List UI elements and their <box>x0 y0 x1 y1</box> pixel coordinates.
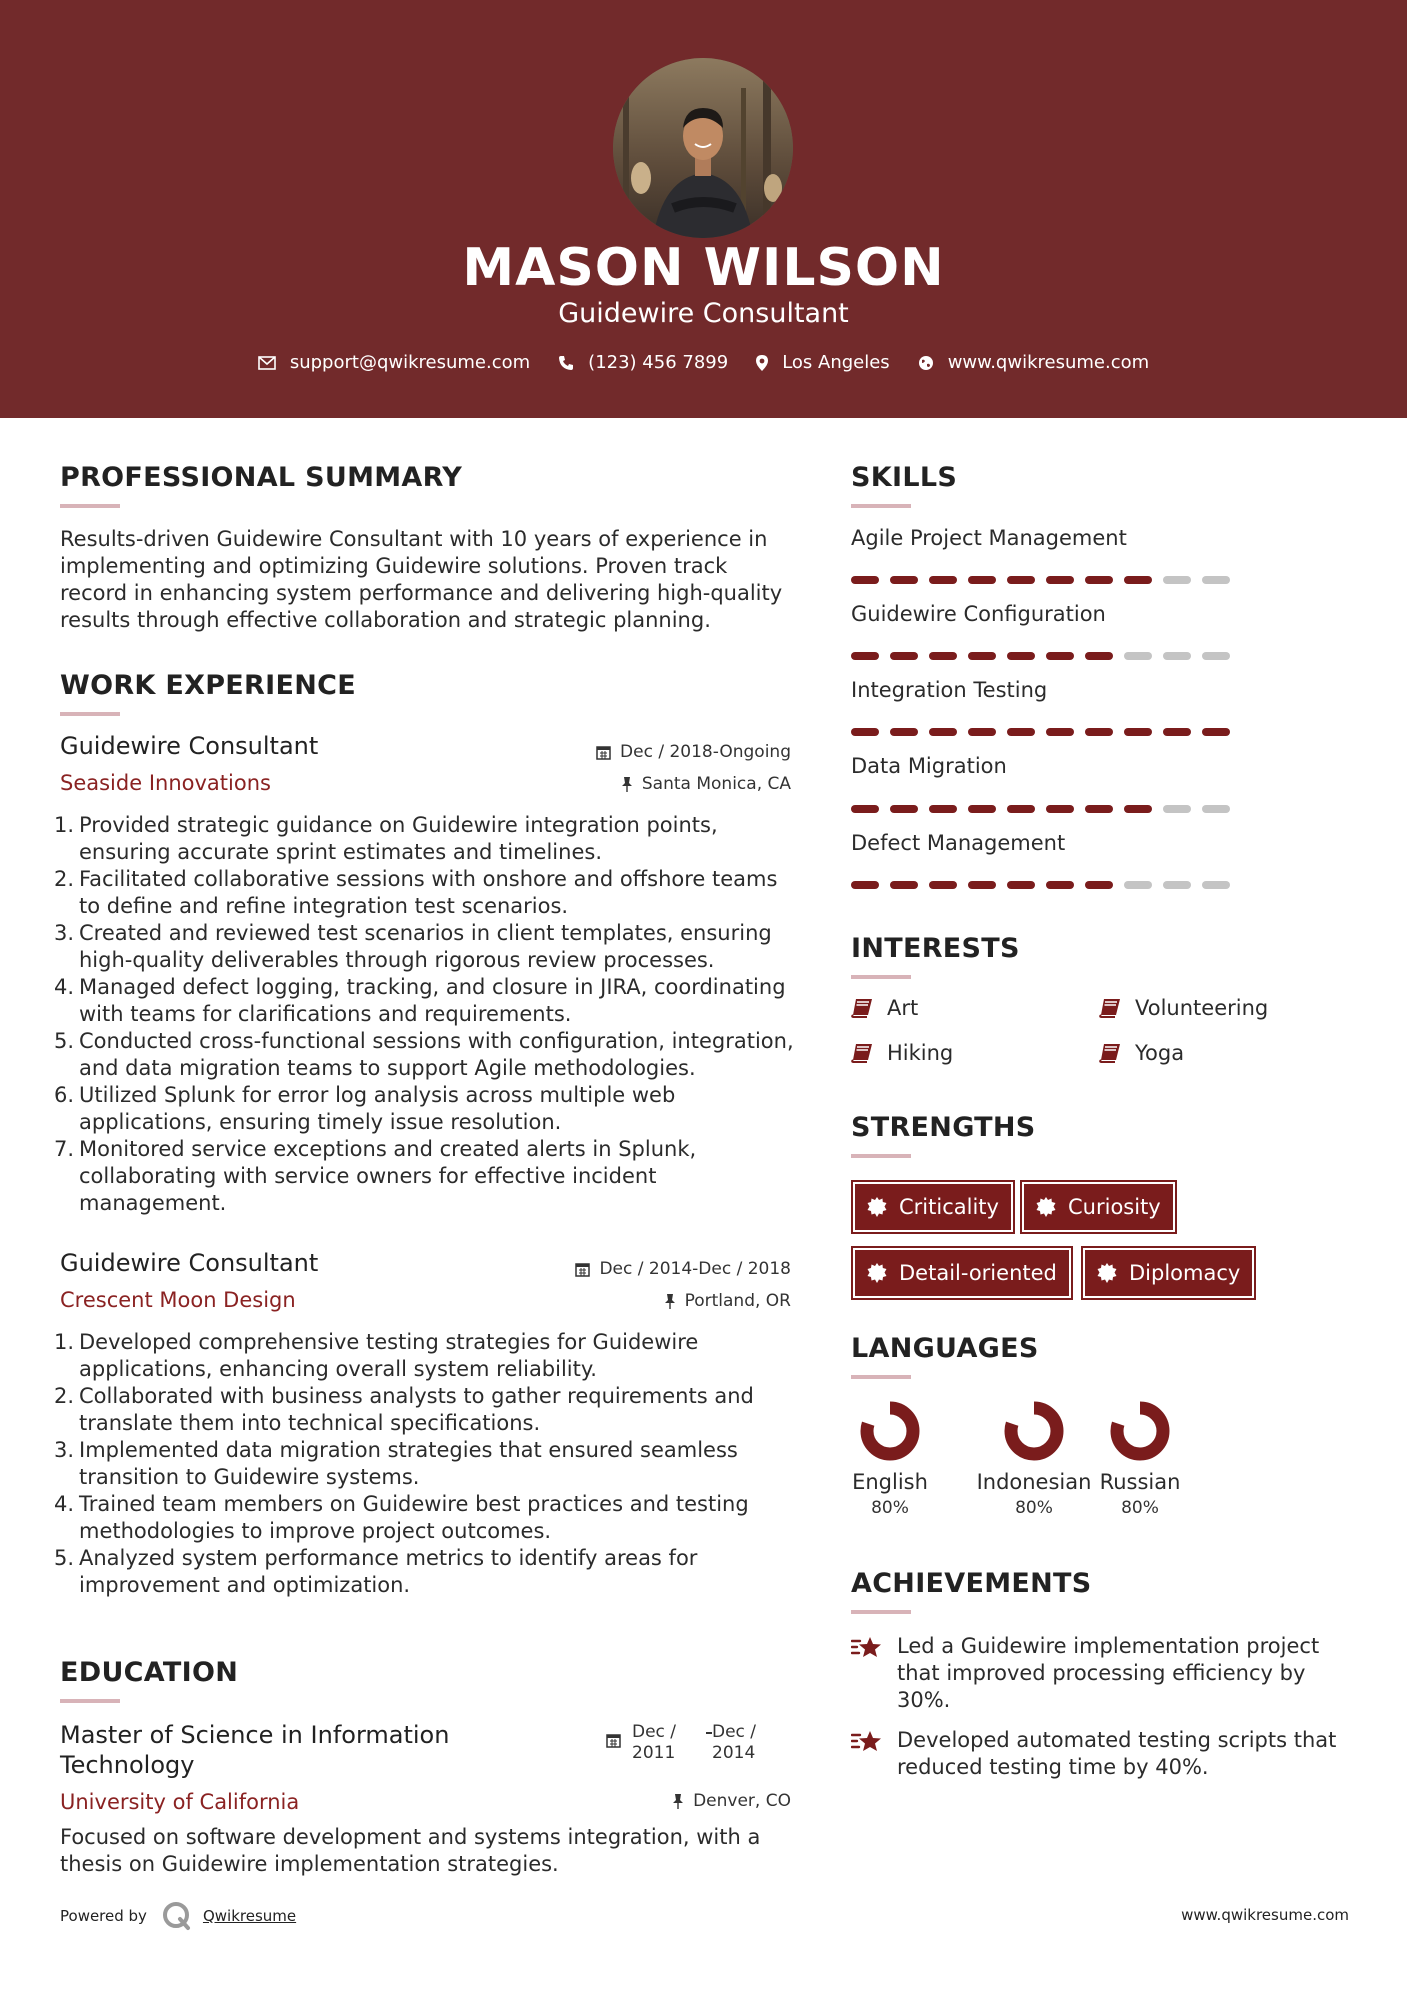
job-title: Guidewire Consultant <box>60 1249 319 1277</box>
skill-dot-filled <box>1163 728 1191 736</box>
skill-dot-filled <box>929 576 957 584</box>
skill-dot-filled <box>929 881 957 889</box>
skill-dot-empty <box>1124 652 1152 660</box>
skill-dot-filled <box>968 805 996 813</box>
language-ring <box>1109 1400 1171 1462</box>
globe-icon <box>918 355 934 371</box>
skill-dot-filled <box>968 652 996 660</box>
skill-dot-filled <box>1085 652 1113 660</box>
list-item: 1. Developed comprehensive testing strategies for Guidewire applications, enhancing overall system reliability. <box>54 1330 699 1381</box>
calendar-icon <box>575 1262 590 1277</box>
skill-dot-empty <box>1163 805 1191 813</box>
skill-dot-filled <box>890 576 918 584</box>
skill-dot-filled <box>1085 728 1113 736</box>
badge-icon <box>1097 1263 1117 1283</box>
heading-underline <box>851 1154 911 1158</box>
skill-dot-filled <box>929 728 957 736</box>
skill-name: Defect Management <box>851 831 1066 855</box>
education-heading: EDUCATION <box>60 1657 239 1688</box>
skill-dot-filled <box>1046 576 1074 584</box>
book-icon <box>851 1043 873 1063</box>
degree-title: Master of Science in Information Technology <box>60 1721 450 1779</box>
language-ring-arc <box>867 1408 913 1454</box>
skill-dot-filled <box>1085 576 1113 584</box>
heading-underline <box>60 504 120 508</box>
list-item: 5. Conducted cross-functional sessions with configuration, integration, and data migration teams to support Agile methodologies. <box>54 1029 794 1080</box>
language-ring <box>1003 1400 1065 1462</box>
heading-underline <box>60 1699 120 1703</box>
list-item: 2. Collaborated with business analysts to gather requirements and translate them into technical specifications. <box>54 1384 754 1435</box>
strength-tag: Curiosity <box>1022 1182 1175 1232</box>
skill-dot-filled <box>968 728 996 736</box>
skill-rating <box>851 805 1241 813</box>
interest-item: Art <box>851 996 918 1020</box>
skill-dot-filled <box>1007 881 1035 889</box>
pushpin-icon <box>664 1294 676 1309</box>
profile-photo <box>613 58 793 238</box>
language-ring <box>859 1400 921 1462</box>
job-location: Portland, OR <box>520 1291 791 1311</box>
book-icon <box>1099 1043 1121 1063</box>
list-item: 6. Utilized Splunk for error log analysis across multiple web applications, ensuring timely issue resolution. <box>54 1083 676 1134</box>
list-item: 3. Implemented data migration strategies that ensured seamless transition to Guidewire systems. <box>54 1438 738 1489</box>
skill-dot-filled <box>1124 576 1152 584</box>
pushpin-icon <box>672 1794 684 1809</box>
book-icon <box>1099 998 1121 1018</box>
heading-underline <box>851 1375 911 1379</box>
skill-dot-empty <box>1163 652 1191 660</box>
heading-underline <box>851 1610 911 1614</box>
qwikresume-link[interactable]: Qwikresume <box>202 1907 297 1925</box>
contact-website[interactable]: www.qwikresume.com <box>918 352 1149 373</box>
skill-dot-empty <box>1202 881 1230 889</box>
interest-item: Yoga <box>1099 1041 1184 1065</box>
skill-dot-empty <box>1163 576 1191 584</box>
skill-dot-filled <box>968 576 996 584</box>
calendar-icon <box>596 745 611 760</box>
edu-start-date: Dec / 2011 <box>632 1722 677 1763</box>
achievements-heading: ACHIEVEMENTS <box>851 1568 1092 1599</box>
list-item: 5. Analyzed system performance metrics to identify areas for improvement and optimization. <box>54 1546 698 1597</box>
footer-website[interactable]: www.qwikresume.com <box>1181 1906 1349 1924</box>
header-banner <box>0 0 1407 418</box>
skill-name: Integration Testing <box>851 678 1048 702</box>
skill-dot-filled <box>1007 805 1035 813</box>
school-name: University of California <box>60 1790 300 1814</box>
list-item: 4. Trained team members on Guidewire best practices and testing methodologies to improve project outcomes. <box>54 1492 749 1543</box>
skill-dot-empty <box>1202 652 1230 660</box>
skill-dot-filled <box>1007 728 1035 736</box>
badge-icon <box>1036 1197 1056 1217</box>
edu-location: Denver, CO <box>520 1791 791 1811</box>
language-ring-arc <box>1011 1408 1057 1454</box>
summary-heading: PROFESSIONAL SUMMARY <box>60 462 463 493</box>
skill-dot-empty <box>1202 576 1230 584</box>
skill-dot-filled <box>890 881 918 889</box>
interest-item: Hiking <box>851 1041 953 1065</box>
calendar-icon <box>606 1733 621 1748</box>
skill-dot-filled <box>851 576 879 584</box>
job-title: Guidewire Consultant <box>60 732 319 760</box>
job-bullets <box>54 1329 820 1599</box>
skill-dot-filled <box>890 728 918 736</box>
skill-dot-filled <box>1085 881 1113 889</box>
skill-dot-filled <box>929 652 957 660</box>
skill-dot-filled <box>929 805 957 813</box>
skill-dot-filled <box>1046 881 1074 889</box>
experience-heading: WORK EXPERIENCE <box>60 670 356 701</box>
skill-dot-filled <box>890 805 918 813</box>
skill-dot-filled <box>1124 728 1152 736</box>
language-item: Indonesian 80% <box>970 1400 1098 1518</box>
map-pin-icon <box>756 355 768 371</box>
skill-dot-empty <box>1202 805 1230 813</box>
language-item: Russian 80% <box>1092 1400 1188 1518</box>
skill-dot-filled <box>1124 805 1152 813</box>
shooting-star-icon <box>851 1635 885 1663</box>
job-location: Santa Monica, CA <box>520 774 791 794</box>
skill-name: Guidewire Configuration <box>851 602 1106 626</box>
achievement-item: Led a Guidewire implementation project that improved processing efficiency by 30%. <box>851 1633 1351 1714</box>
list-item: 3. Created and reviewed test scenarios in client templates, ensuring high-quality deliverables through rigorous review processes. <box>54 921 772 972</box>
job-company: Seaside Innovations <box>60 771 271 795</box>
skill-dot-filled <box>890 652 918 660</box>
skill-dot-filled <box>851 728 879 736</box>
heading-underline <box>60 712 120 716</box>
interest-item: Volunteering <box>1099 996 1268 1020</box>
languages-heading: LANGUAGES <box>851 1333 1039 1364</box>
strengths-heading: STRENGTHS <box>851 1112 1036 1143</box>
job-dates: Dec / 2018-Ongoing <box>520 742 791 762</box>
skill-dot-filled <box>968 881 996 889</box>
book-icon <box>851 998 873 1018</box>
shooting-star-icon <box>851 1729 885 1757</box>
list-item: 1. Provided strategic guidance on Guidewire integration points, ensuring accurate sprint estimates and timelines. <box>54 813 718 864</box>
badge-icon <box>867 1197 887 1217</box>
skill-dot-filled <box>851 652 879 660</box>
achievement-item: Developed automated testing scripts that reduced testing time by 40%. <box>851 1727 1351 1781</box>
skill-dot-filled <box>1007 576 1035 584</box>
skill-dot-filled <box>1046 652 1074 660</box>
heading-underline <box>851 975 911 979</box>
skill-name: Agile Project Management <box>851 526 1127 550</box>
job-bullets <box>54 812 820 1217</box>
skill-rating <box>851 576 1241 584</box>
contact-location: Los Angeles <box>756 352 890 373</box>
skill-dot-filled <box>1202 728 1230 736</box>
candidate-name: MASON WILSON <box>462 238 945 298</box>
skill-dot-filled <box>851 881 879 889</box>
language-ring-arc <box>1117 1408 1163 1454</box>
skill-rating <box>851 881 1241 889</box>
qwikresume-logo-icon <box>161 1900 193 1932</box>
strength-tag: Diplomacy <box>1083 1248 1254 1298</box>
strength-tag: Detail-oriented <box>853 1248 1071 1298</box>
skill-rating <box>851 728 1241 736</box>
skill-name: Data Migration <box>851 754 1007 778</box>
skill-dot-filled <box>1046 728 1074 736</box>
education-description: Focused on software development and systems integration, with a thesis on Guidewire implementation strategies. <box>60 1825 761 1876</box>
heading-underline <box>851 504 911 508</box>
skill-dot-filled <box>1085 805 1113 813</box>
footer-powered-by: Powered by Qwikresume <box>60 1900 296 1932</box>
job-dates: Dec / 2014-Dec / 2018 <box>520 1259 791 1279</box>
skill-dot-filled <box>1046 805 1074 813</box>
list-item: 2. Facilitated collaborative sessions with onshore and offshore teams to define and refine integration test scenarios. <box>54 867 778 918</box>
skill-dot-filled <box>851 805 879 813</box>
summary-text: Results-driven Guidewire Consultant with 10 years of experience in implementing and optimizing Guidewire solutions. Proven track record in enhancing system performance and delivering high-quality results through effective collaboration and strategic planning. <box>60 527 783 632</box>
contact-phone[interactable]: (123) 456 7899 <box>558 352 728 373</box>
strength-tag: Criticality <box>853 1182 1013 1232</box>
list-item: 7. Monitored service exceptions and created alerts in Splunk, collaborating with service owners for effective incident management. <box>54 1137 697 1215</box>
skill-dot-filled <box>1007 652 1035 660</box>
envelope-icon <box>258 356 276 370</box>
skills-heading: SKILLS <box>851 462 958 493</box>
skill-rating <box>851 652 1241 660</box>
contact-bar <box>0 352 1407 373</box>
pushpin-icon <box>621 777 633 792</box>
candidate-title: Guidewire Consultant <box>558 298 849 329</box>
edu-end-date: Dec / 2014 <box>712 1722 757 1763</box>
badge-icon <box>867 1263 887 1283</box>
contact-email[interactable]: support@qwikresume.com <box>258 352 530 373</box>
language-item: English 80% <box>846 1400 934 1518</box>
skill-dot-empty <box>1163 881 1191 889</box>
list-item: 4. Managed defect logging, tracking, and closure in JIRA, coordinating with teams for clarifications and requirements. <box>54 975 786 1026</box>
job-company: Crescent Moon Design <box>60 1288 296 1312</box>
interests-heading: INTERESTS <box>851 933 1020 964</box>
skill-dot-empty <box>1124 881 1152 889</box>
phone-icon <box>558 355 574 371</box>
